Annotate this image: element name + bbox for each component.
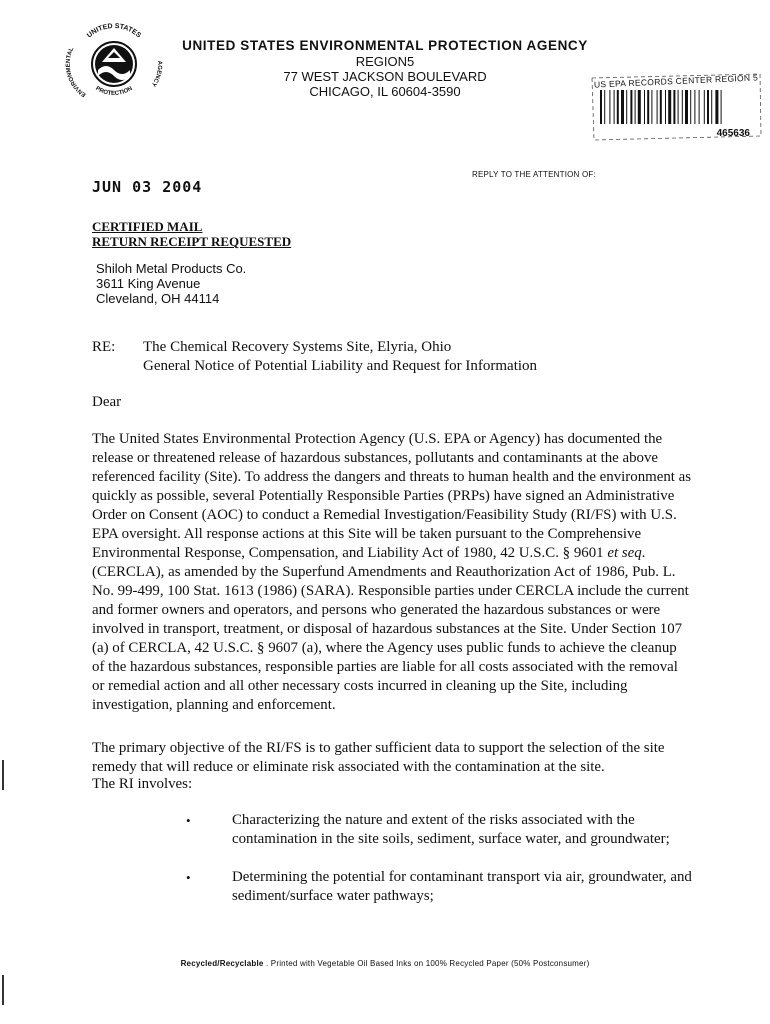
agency-name: UNITED STATES ENVIRONMENTAL PROTECTION AGENCY: [182, 38, 588, 53]
barcode-bar: [621, 90, 624, 124]
certified-mail-heading: CERTIFIED MAIL: [92, 219, 203, 234]
barcode-bar: [721, 90, 722, 124]
barcode-bar: [690, 90, 691, 124]
bullet-icon: •: [186, 870, 191, 885]
barcode-bar: [617, 90, 619, 124]
barcode-bar: [707, 90, 709, 124]
body-paragraph-2: The primary objective of the RI/FS is to gather sufficient data to support the selection of the site remedy that will reduce or eliminate risk associated with the contamination at the site.: [92, 740, 665, 775]
agency-city: CHICAGO, IL 60604-3590: [309, 84, 461, 99]
bullet-item-characterizing: Characterizing the nature and extent of the risks associated with the contamination in the site soils, sediment, surface water, and groundwater;: [232, 812, 670, 847]
seal-text-bottom: PROTECTION: [94, 85, 134, 97]
records-number: 465636: [716, 128, 750, 139]
bullet-item-determining: Determining the potential for contaminant transport via air, groundwater, and sediment/surface water pathways;: [232, 869, 692, 904]
barcode-bar: [647, 90, 649, 124]
seal-text-top: UNITED STATES: [85, 22, 143, 40]
stamped-date: JUN 03 2004: [92, 178, 203, 196]
barcode-bar: [704, 90, 705, 124]
seal-text-left: ENVIRONMENTAL: [65, 46, 88, 98]
barcode-bar: [699, 90, 700, 124]
records-center-text: US EPA RECORDS CENTER REGION 5: [593, 72, 759, 90]
paragraph-1-text-b: . (CERCLA), as amended by the Superfund Amendments and Reauthorization Act of 1986, Pub. L. No. 99-499, 100 Stat. 1613 (1986) (SARA). Responsible parties under CERCLA include the current and former owners and operators, and persons who generated the hazardous substances or were involved in transport, treatment, or disposal of hazardous substances at the Site. Under Section 107 (a) of CERCLA, 42 U.S.C. § 9607 (a), where the Agency uses public funds to achieve the cleanup of the hazardous substances, responsible parties are liable for all costs associated with the removal or remedial action and all other necessary costs incurred in cleaning up the Site, including investigation, planning and enforcement.: [92, 545, 689, 713]
salutation: Dear: [92, 394, 122, 410]
recycled-paper-footer: [0, 959, 770, 968]
footer-recycled-label: Recycled/Recyclable: [180, 959, 264, 968]
ri-intro-line: The RI involves:: [92, 776, 193, 792]
barcode-bar: [604, 90, 605, 124]
footer-printing-note: . Printed with Vegetable Oil Based Inks on 100% Recycled Paper (50% Postconsumer): [263, 959, 590, 968]
agency-region: REGION5: [355, 54, 415, 69]
barcode-bar: [711, 90, 712, 124]
agency-street: 77 WEST JACKSON BOULEVARD: [283, 69, 487, 84]
scan-edge-mark: [2, 760, 4, 790]
barcode-bar: [665, 90, 666, 124]
barcode-bar: [651, 90, 652, 124]
barcode-bar: [635, 90, 636, 124]
paragraph-1-italic: et seq: [607, 545, 642, 561]
barcode-bar: [657, 90, 658, 124]
paragraph-1-text-a: The United States Environmental Protection Agency (U.S. EPA or Agency) has documented the release or threatened release of hazardous substances, pollutants and contaminants at the above referenced facility (Site). To address the dangers and threats to human health and the environment as quickly as possible, several Potentially Responsible Parties (PRPs) have signed an Administrative Order on Consent (AOC) to conduct a Remedial Investigation/Feasibility Study (RI/FS) with U.S. EPA oversight. All response actions at this Site will be taken pursuant to the Comprehensive Environmental Response, Compensation, and Liability Act of 1980, 42 U.S.C. § 9601: [92, 431, 692, 561]
seal-text-right: AGENCY: [149, 60, 163, 88]
return-receipt-heading: RETURN RECEIPT REQUESTED: [92, 234, 292, 249]
recipient-name: Shiloh Metal Products Co.: [96, 261, 247, 276]
scan-edge-mark: [2, 975, 4, 1005]
barcode-bar: [630, 90, 632, 124]
barcode-bar: [668, 90, 671, 124]
reply-to-line: REPLY TO THE ATTENTION OF:: [472, 170, 596, 179]
barcode-bar: [609, 90, 610, 124]
barcode-bar: [694, 90, 695, 124]
body-paragraph-1: [92, 430, 692, 715]
barcode-bar: [715, 90, 718, 124]
recipient-street: 3611 King Avenue: [96, 276, 201, 291]
subject-line-notice: General Notice of Potential Liability and Request for Information: [143, 358, 538, 374]
barcode-icon: [598, 90, 754, 124]
barcode-bar: [644, 90, 645, 124]
barcode-bar: [614, 90, 615, 124]
subject-line-site: The Chemical Recovery Systems Site, Elyria, Ohio: [143, 339, 452, 355]
barcode-bar: [673, 90, 675, 124]
barcode-bar: [685, 90, 688, 124]
barcode-bar: [678, 90, 679, 124]
barcode-bar: [626, 90, 627, 124]
recipient-city: Cleveland, OH 44114: [96, 291, 220, 306]
subject-label: RE:: [92, 339, 116, 355]
bullet-icon: •: [186, 813, 191, 828]
records-center-label: [590, 72, 762, 142]
barcode-bar: [638, 90, 641, 124]
barcode-bar: [682, 90, 683, 124]
barcode-bar: [600, 90, 602, 124]
barcode-bar: [660, 90, 662, 124]
